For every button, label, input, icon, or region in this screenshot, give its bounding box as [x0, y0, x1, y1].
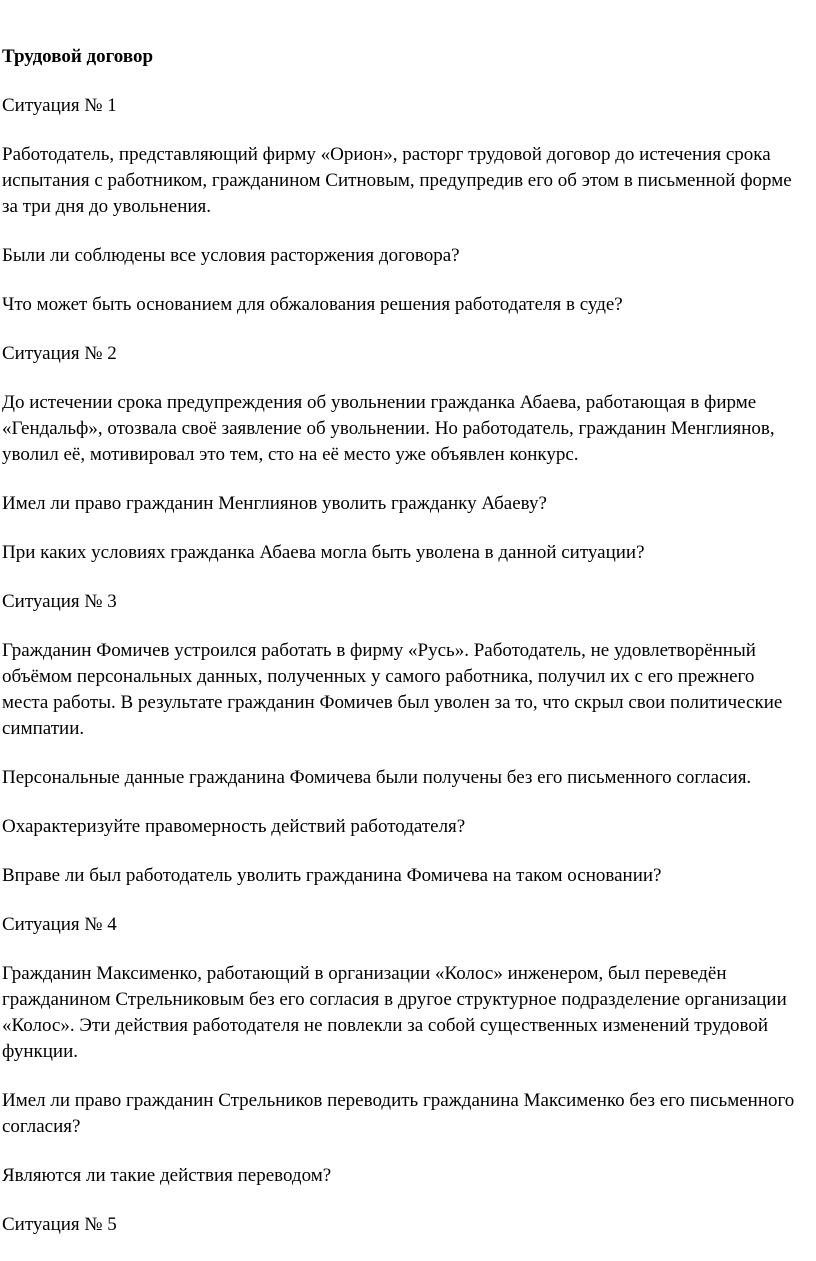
situation-4-heading: Ситуация № 4: [2, 914, 117, 935]
situation-3-question-1: Охарактеризуйте правомерность действий работодателя?: [2, 816, 466, 837]
situation-2-text: До истечении срока предупреждения об увольнении гражданка Абаева, работающая в фирме «Гендальф», отозвала своё заявление об увольнении. Но работодатель, гражданин Менглиянов, уволил её, мотивировал это тем, сто на её место уже объявлен конкурс.: [2, 392, 775, 465]
situation-1-text: Работодатель, представляющий фирму «Орион», расторг трудовой договор до истечения срока испытания с работником, гражданином Ситновым, предупредив его об этом в письменной форме за три дня до увольнения.: [2, 144, 792, 217]
situation-4-question-1: Имел ли право гражданин Стрельников переводить гражданина Максименко без его письменного согласия?: [2, 1090, 795, 1137]
situation-4-question-2: Являются ли такие действия переводом?: [2, 1165, 332, 1186]
situation-3-question-2: Вправе ли был работодатель уволить гражданина Фомичева на таком основании?: [2, 865, 662, 886]
situation-3-heading: Ситуация № 3: [2, 591, 117, 612]
situation-5-heading: Ситуация № 5: [2, 1214, 117, 1235]
document-title: Трудовой договор: [2, 46, 154, 67]
situation-3-text: Гражданин Фомичев устроился работать в фирму «Русь». Работодатель, не удовлетворённый объёмом персональных данных, полученных у самого работника, получил их с его прежнего места работы. В результате гражданин Фомичев был уволен за то, что скрыл свои политические симпатии.: [2, 640, 783, 739]
situation-1-question-1: Были ли соблюдены все условия расторжения договора?: [2, 245, 460, 266]
situation-1-question-2: Что может быть основанием для обжалования решения работодателя в суде?: [2, 294, 623, 315]
situation-4-text: Гражданин Максименко, работающий в организации «Колос» инженером, был переведён гражданином Стрельниковым без его согласия в другое структурное подразделение организации «Колос». Эти действия работодателя не повлекли за собой существенных изменений трудовой функции.: [2, 963, 787, 1062]
situation-1-heading: Ситуация № 1: [2, 95, 117, 116]
situation-2-question-2: При каких условиях гражданка Абаева могла быть уволена в данной ситуации?: [2, 542, 645, 563]
situation-2-question-1: Имел ли право гражданин Менглиянов уволить гражданку Абаеву?: [2, 493, 547, 514]
situation-3-note: Персональные данные гражданина Фомичева были получены без его письменного согласия.: [2, 767, 752, 788]
situation-2-heading: Ситуация № 2: [2, 343, 117, 364]
